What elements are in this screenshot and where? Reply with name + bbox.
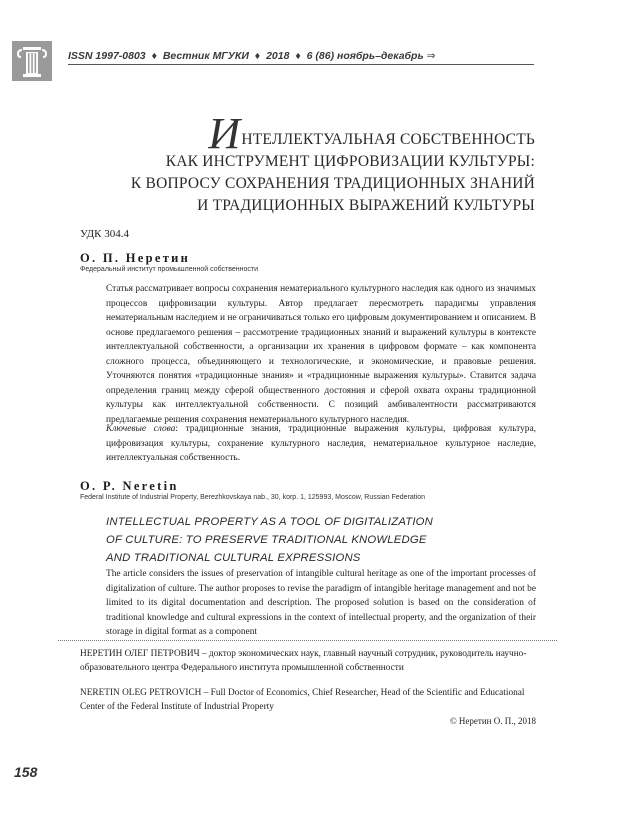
title-en-line-1: INTELLECTUAL PROPERTY AS A TOOL OF DIGITALIZATION: [106, 516, 434, 528]
copyright: © Неретин О. П., 2018: [449, 716, 536, 726]
article-title-en: [106, 513, 536, 567]
title-line-2: КАК ИНСТРУМЕНТ ЦИФРОВИЗАЦИИ КУЛЬТУРЫ:: [165, 153, 535, 170]
separator-3: ♦: [295, 50, 301, 62]
issue: 6 (86) ноябрь–декабрь: [306, 50, 424, 62]
journal-name: Вестник МГУКИ: [162, 50, 249, 62]
keywords-label-ru: Ключевые слова: [106, 424, 176, 434]
author-name-ru: О. П. Неретин: [80, 251, 191, 265]
author-affiliation-en: Federal Institute of Industrial Property, Berezhkovskaya nab., 30, korp. 1, 125993, Moscow, Russian Federation: [80, 494, 425, 501]
title-line-4: И ТРАДИЦИОННЫХ ВЫРАЖЕНИЙ КУЛЬТУРЫ: [197, 197, 535, 214]
header-rule: [68, 64, 534, 65]
journal-logo: [12, 41, 52, 81]
article-title-ru: [80, 109, 535, 217]
title-line-3: К ВОПРОСУ СОХРАНЕНИЯ ТРАДИЦИОННЫХ ЗНАНИЙ: [130, 175, 535, 192]
separator-1: ♦: [151, 50, 157, 62]
abstract-ru: Статья рассматривает вопросы сохранения нематериального культурного наследия как одного из значимых процессов цифровизации культуры. Автор предлагает пересмотреть парадигмы управления нематериальным наследием и не ограничиваться только его цифровым документированием и описанием. В основе предлагаемого решения – рассмотрение традиционных знаний и выражений культуры в контексте интеллектуальной собственности, а организации их хранения в цифровом формате – как компонента сложного процесса, объединяющего и технологические, и экономические, и правовые решения. Уточняются понятия «традиционные знания» и «традиционные выражения культуры». Ставится задача определения границ между сферой общественного достояния и сферой охвата охраны традиционной культуры как интеллектуальной собственности. С позиций амбивалентности рассматриваются предлагаемые решения сохранения нематериального культурного наследия.: [106, 284, 536, 425]
author-bio-ru: НЕРЕТИН ОЛЕГ ПЕТРОВИЧ – доктор экономических наук, главный научный сотрудник, руководитель научно-образовательного центра Федерального института промышленной собственности: [80, 649, 527, 673]
arrow-icon: ⇒: [426, 50, 436, 62]
author-bio-en: NERETIN OLEG PETROVICH – Full Doctor of Economics, Chief Researcher, Head of the Scientific and Educational Center of the Federal Institute of Industrial Property: [80, 688, 525, 712]
abstract-en: The article considers the issues of preservation of intangible cultural heritage as one of the important processes of digitalization of culture. The author proposes to revise the paradigm of intangible heritage management and not be limited to its digital documentation and description. The proposed solution is based on the consideration of traditional knowledge and cultural expressions in the context of intellectual property, and the organization of their storage in digital format as a component: [106, 569, 536, 637]
footnote-separator: [58, 640, 557, 641]
year: 2018: [266, 50, 290, 62]
title-en-line-2: OF CULTURE: TO PRESERVE TRADITIONAL KNOWLEDGE: [106, 534, 427, 546]
author-name-en: O. P. Neretin: [80, 479, 179, 493]
udc-code: УДК 304.4: [80, 228, 130, 240]
title-line-1: НТЕЛЛЕКТУАЛЬНАЯ СОБСТВЕННОСТЬ: [241, 131, 535, 148]
author-affiliation-ru: Федеральный институт промышленной собственности: [80, 266, 259, 273]
keywords-text-ru: : традиционные знания, традиционные выражения культуры, цифровая культура, цифровизация культуры, сохранение культурного наследия, нематериальное культурное наследие, интеллектуальная собственность.: [106, 424, 536, 463]
keywords-ru: [106, 422, 536, 466]
separator-2: ♦: [254, 50, 261, 62]
title-en-line-3: AND TRADITIONAL CULTURAL EXPRESSIONS: [106, 552, 361, 564]
page-number: 158: [14, 764, 38, 780]
journal-header: [68, 50, 435, 62]
issn: ISSN 1997-0803: [68, 50, 146, 62]
title-initial: И: [208, 109, 241, 158]
